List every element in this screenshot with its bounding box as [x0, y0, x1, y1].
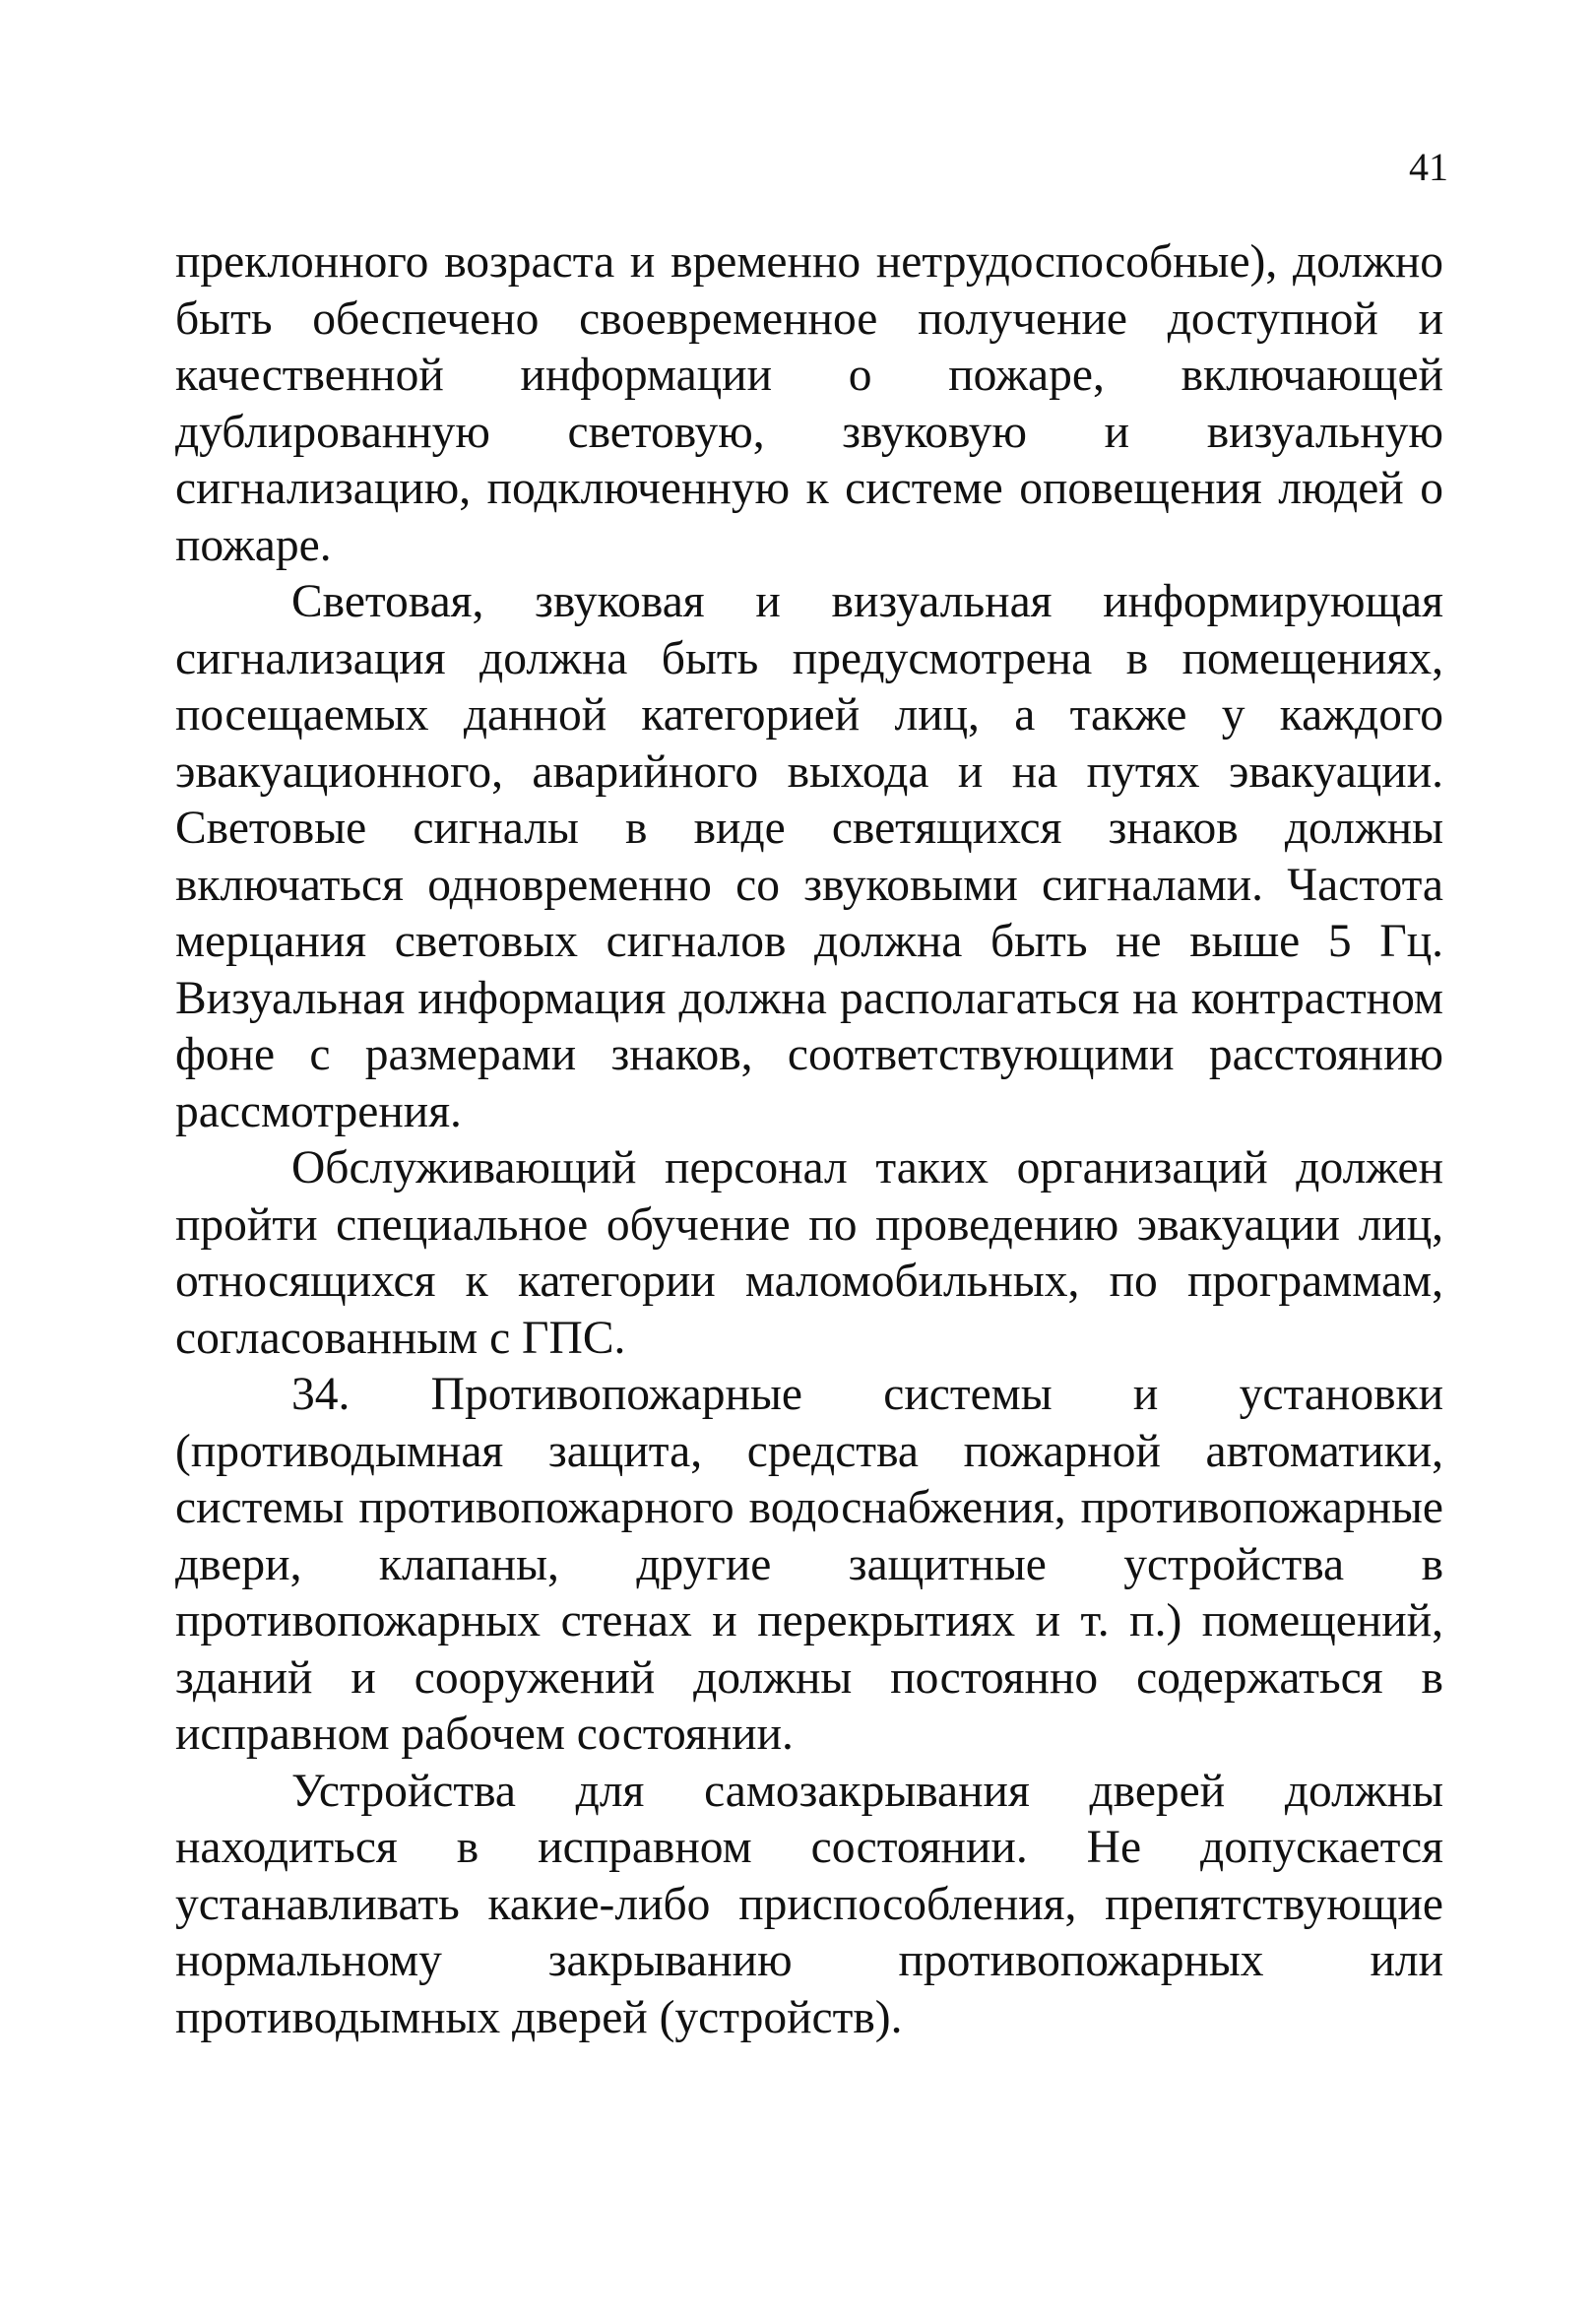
paragraph-item-34 — [175, 1367, 1443, 1764]
item-text: Противопожарные системы и установки (противодымная защита, средства пожарной автоматики, системы противопожарного водоснабжения, противопожарные двери, клапаны, другие защитные устройства в противопожарных стенах и перекрытиях и т. п.) помещений, зданий и сооружений должны постоянно содержаться в исправном рабочем состоянии. — [175, 1369, 1443, 1760]
paragraph-signaling: Световая, звуковая и визуальная информирующая сигнализация должна быть предусмотрена в помещениях, посещаемых данной категорией лиц, а также у каждого эвакуационного, аварийного выхода и на путях эвакуации. Световые сигналы в виде светящихся знаков должны включаться одновременно со звуковыми сигналами. Частота мерцания световых сигналов должна быть не выше 5 Гц. Визуальная информация должна располагаться на контрастном фоне с размерами знаков, соответствующими расстоянию рассмотрения. — [175, 576, 1443, 1137]
document-body — [175, 234, 1443, 2046]
page-number: 41 — [1409, 145, 1448, 189]
paragraph-continuation: преклонного возраста и временно нетрудоспособные), должно быть обеспечено своевременное получение доступной и качественной информации о пожаре, включающей дублированную световую, звуковую и визуальную сигнализацию, подключенную к системе оповещения людей о пожаре. — [175, 236, 1443, 571]
paragraph-door-closers: Устройства для самозакрывания дверей должны находиться в исправном состоянии. Не допускается устанавливать какие-либо приспособления, препятствующие нормальному закрыванию противопожарных или противодымных дверей (устройств). — [175, 1765, 1443, 2043]
item-number: 34. — [291, 1369, 351, 1420]
paragraph-staff-training: Обслуживающий персонал таких организаций должен пройти специальное обучение по проведению эвакуации лиц, относящихся к категории маломобильных, по программам, согласованным с ГПС. — [175, 1142, 1443, 1364]
